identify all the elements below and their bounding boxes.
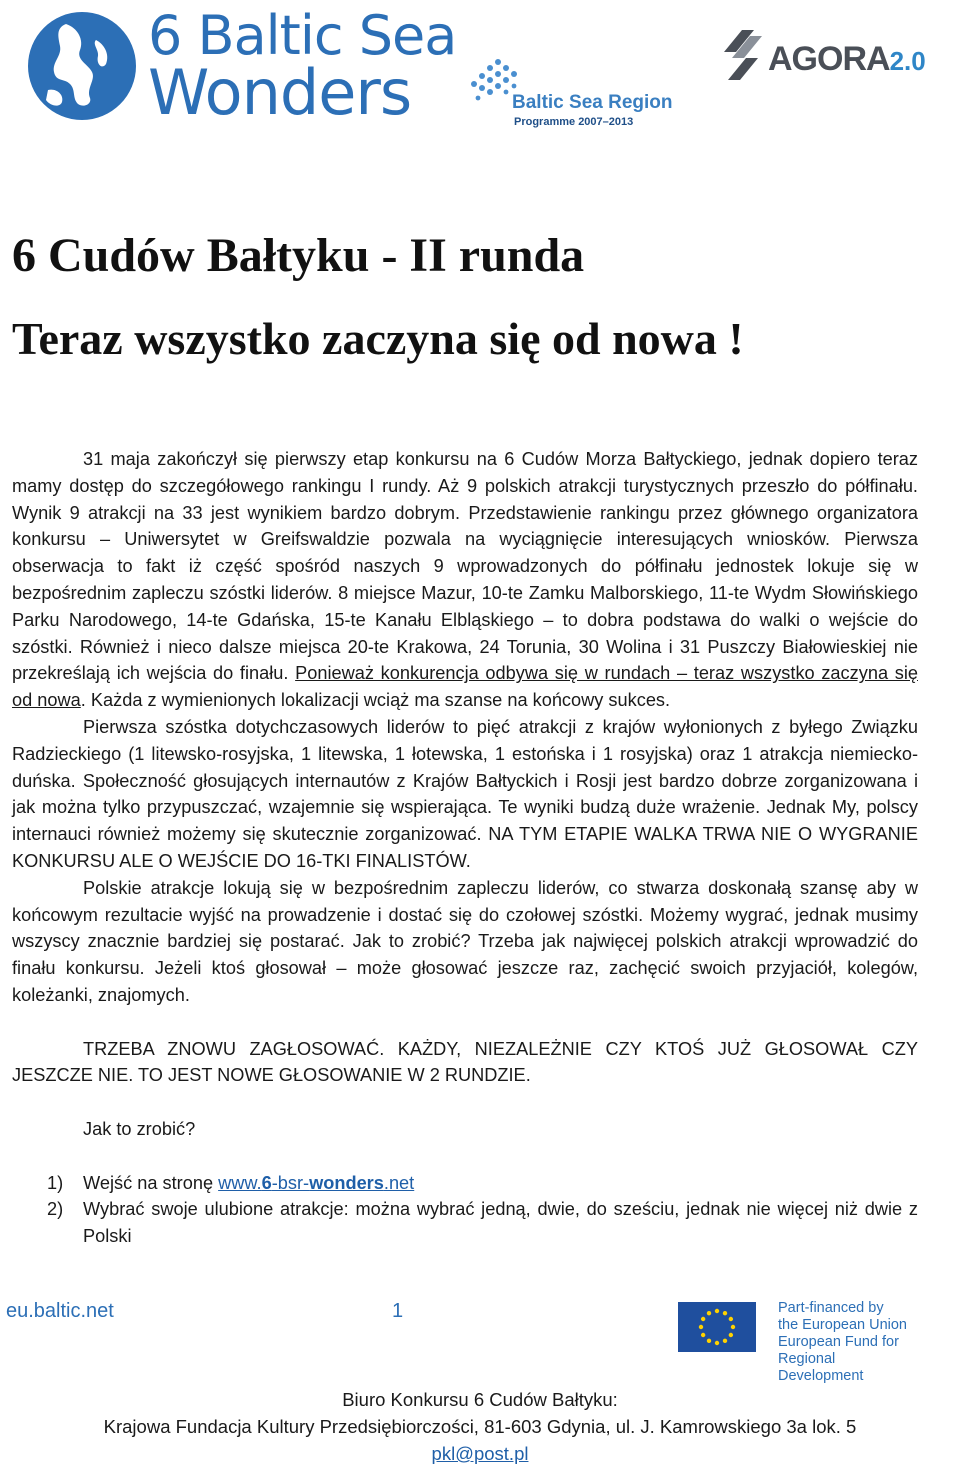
eu-star bbox=[729, 1333, 733, 1337]
eu-star bbox=[729, 1317, 733, 1321]
paragraph-3-text: Polskie atrakcje lokują się w bezpośrednim zapleczu liderów, co stwarza doskonałą szansę aby w końcowym rezultacie wyjść na prowadzenie i dostać się do czołowej szóstki. Możemy wygrać, jednak musimy wszyscy znacznie bardziej się postarać. Jak to zrobić? Trzeba jak najwięcej polskich atrakcji wprowadzić do finału konkursu. Jeżeli ktoś głosował – może głosować jeszcze raz, zachęcić swoich przyjaciół, kolegów, koleżanki, znajomych. bbox=[12, 877, 918, 1005]
paragraph-1 bbox=[12, 446, 918, 714]
email-link[interactable]: pkl@post.pl bbox=[431, 1443, 529, 1464]
paragraph-4-text: TRZEBA ZNOWU ZAGŁOSOWAĆ. KAŻDY, NIEZALEŻNIE CZY KTOŚ JUŻ GŁOSOWAŁ CZY JESZCZE NIE. TO JEST NOWE GŁOSOWANIE W 2 RUNDZIE. bbox=[12, 1038, 918, 1086]
paragraph-1-underlined: Ponieważ konkurencja odbywa się w rundach – teraz wszystko zaczyna się od nowa bbox=[12, 663, 918, 711]
eu-star bbox=[715, 1309, 719, 1313]
agora-mark-icon bbox=[718, 26, 766, 84]
eu-star bbox=[707, 1311, 711, 1315]
footer-site: eu.baltic.net bbox=[6, 1300, 114, 1322]
eu-flag-icon bbox=[678, 1302, 756, 1352]
paragraph-1-end: . Każda z wymienionych lokalizacji wciąż ma szanse na końcowy sukces. bbox=[80, 690, 671, 711]
paragraph-1-text: 31 maja zakończył się pierwszy etap konkursu na 6 Cudów Morza Bałtyckiego, jednak dopiero teraz mamy dostęp do szczegółowego rankingu I rundy. Aż 9 polskich atrakcji turystycznych przeszło do półfinału. Wynik 9 atrakcji na 33 jest wynikiem bardzo dobrym. Przedstawienie rankingu przez głównego organizatora konkursu – Uniwersytet w Greifswaldzie pozwala na wyciągnięcie interesujących wniosków. Pierwsza obserwacja to fakt iż część spośród naszych 9 wprowadzonych do półfinału jednostek lokuje się w bezpośrednim zapleczu szóstki liderów. 8 miejsce Mazur, 10-te Zamku Malborskiego, 11-te Wydm Słowińskiego Parku Narodowego, 14-te Gdańska, 15-te Kanału Elbląskiego – to dobra podstawa do walki o wejście do szóstki. Również i nieco dalsze miejsca 20-te Krakowa, 24 Torunia, 30 Wolina i 31 Puszczy Białowieskiej nie przekreślają ich wejścia do finału. bbox=[12, 449, 918, 684]
bsw-logo-line2: Wonders bbox=[148, 56, 412, 129]
eu-text-line-4: Regional bbox=[778, 1351, 836, 1367]
eu-funding-note bbox=[778, 1300, 928, 1385]
eu-text-line-1: Part-financed by bbox=[778, 1300, 884, 1316]
website-link[interactable]: www.6-bsr-wonders.net bbox=[218, 1172, 415, 1193]
paragraph-3 bbox=[12, 875, 918, 1009]
eu-star bbox=[731, 1325, 735, 1329]
office-address: Krajowa Fundacja Kultury Przedsiębiorczości, 81-603 Gdynia, ul. J. Kamrowskiego 3a lok. 5 bbox=[103, 1416, 857, 1437]
steps-list bbox=[12, 1170, 918, 1250]
eu-text-line-5: Development bbox=[778, 1368, 864, 1384]
step-number-1: 1) bbox=[47, 1172, 64, 1193]
agora-logo bbox=[718, 26, 960, 86]
eu-star bbox=[723, 1311, 727, 1315]
eu-star bbox=[707, 1339, 711, 1343]
eu-star bbox=[701, 1333, 705, 1337]
eu-star bbox=[723, 1339, 727, 1343]
step-item-2 bbox=[12, 1196, 918, 1250]
footer-office bbox=[0, 1386, 960, 1467]
agora-logo-text bbox=[768, 40, 926, 79]
step-item-1 bbox=[12, 1170, 918, 1197]
agora-version: 2.0 bbox=[889, 46, 926, 76]
step-text-2: Wybrać swoje ulubione atrakcje: można wybrać jedną, dwie, do sześciu, jednak nie więcej niż dwie z Polski bbox=[83, 1199, 918, 1247]
eu-text-line-3: European Fund for bbox=[778, 1334, 899, 1350]
bsr-logo-name: Baltic Sea Region bbox=[512, 92, 673, 113]
eu-star bbox=[715, 1341, 719, 1345]
page-number: 1 bbox=[392, 1300, 404, 1322]
page-subtitle: Teraz wszystko zaczyna się od nowa ! bbox=[12, 313, 744, 364]
eu-star bbox=[699, 1325, 703, 1329]
page-title: 6 Cudów Bałtyku - II runda bbox=[12, 229, 585, 282]
bsr-logo-programme: Programme 2007–2013 bbox=[514, 116, 634, 128]
baltic-sea-region-programme-logo bbox=[466, 54, 676, 128]
eu-star bbox=[701, 1317, 705, 1321]
agora-name: AGORA bbox=[768, 40, 890, 78]
paragraph-2 bbox=[12, 714, 918, 875]
paragraph-4 bbox=[12, 1036, 918, 1090]
six-baltic-sea-wonders-logo bbox=[26, 4, 466, 129]
step-text-1: Wejść na stronę bbox=[83, 1172, 219, 1193]
paragraph-2-text: Pierwsza szóstka dotychczasowych liderów to pięć atrakcji z krajów wyłonionych z byłego Związku Radzieckiego (1 litewsko-rosyjska, 1 litewska, 1 łotewska, 1 estońska i 1 rosyjska) oraz 1 atrakcja niemiecko-duńska. Społeczność głosujących internautów z Krajów Bałtyckich i Rosji jest bardzo dobrze zorganizowana i jak można tylko przypuszczać, wzajemnie się wspierająca. Te wyniki budzą duże wrażenie. Jednak My, polscy internauci również możemy się skutecznie zorganizować. NA TYM ETAPIE WALKA TRWA NIE O WYGRANIE KONKURSU ALE O WEJŚCIE DO 16-TKI FINALISTÓW. bbox=[12, 716, 918, 871]
step-number-2: 2) bbox=[47, 1199, 64, 1220]
article-body bbox=[12, 446, 918, 1250]
bsw-logo-line1: 6 Baltic Sea bbox=[148, 4, 457, 67]
office-name: Biuro Konkursu 6 Cudów Bałtyku: bbox=[342, 1389, 618, 1410]
baltic-sea-globe-icon bbox=[26, 10, 138, 122]
how-to-heading: Jak to zrobić? bbox=[83, 1118, 196, 1139]
eu-text-line-2: the European Union bbox=[778, 1317, 907, 1333]
